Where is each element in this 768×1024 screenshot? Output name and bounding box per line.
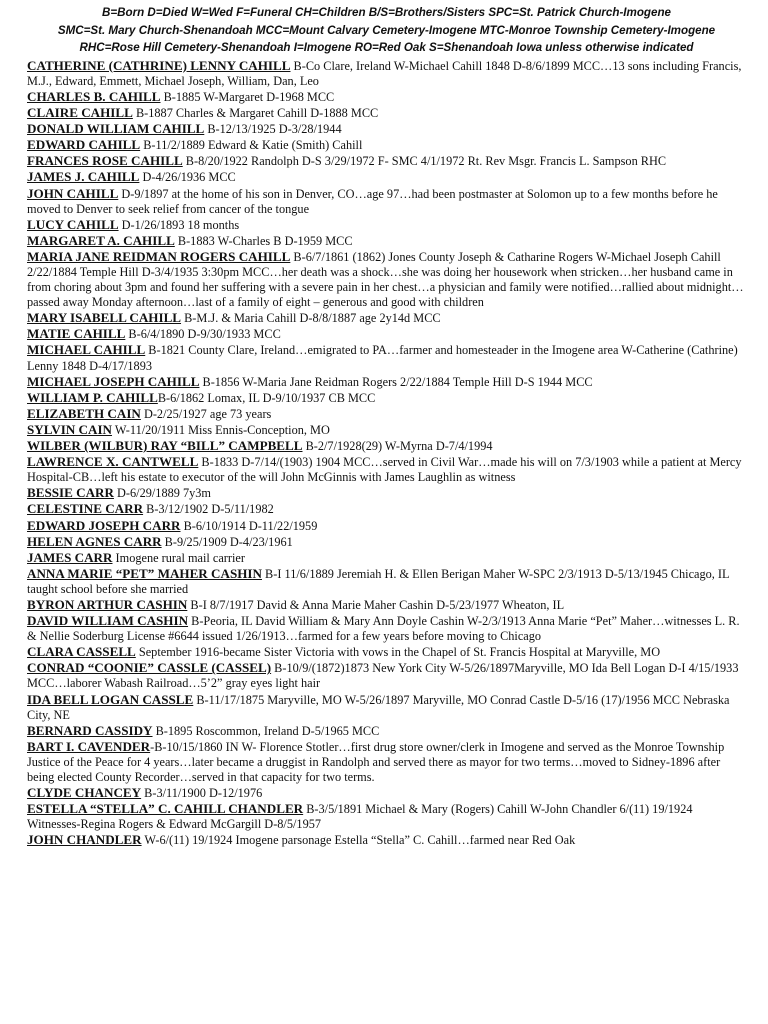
entry-name: JOHN CAHILL	[27, 185, 119, 201]
entry	[27, 89, 746, 105]
entry-name: BYRON ARTHUR CASHIN	[27, 596, 188, 612]
legend-line: SMC=St. Mary Church-Shenandoah MCC=Mount Calvary Cemetery-Imogene MTC-Monroe Township Cemetery-Imogene	[57, 23, 716, 37]
entry-details: B-Co Clare, Ireland W-Michael Cahill 1848 D-8/6/1899 MCC…13 sons including Francis, M.J., Edward, Emmett, Michael Joseph, William, Dan, Leo	[27, 58, 742, 88]
entry-name: HELEN AGNES CARR	[27, 533, 162, 549]
entry-details: B-3/5/1891 Michael & Mary (Rogers) Cahill W-John Chandler 6/(11) 19/1924 Witnesses-Regina Rogers & Edward McGargill D-8/5/1957	[27, 802, 693, 832]
entry-details: B-11/2/1889 Edward & Katie (Smith) Cahill	[140, 138, 363, 153]
entry	[27, 832, 746, 848]
entry-name: ESTELLA “STELLA” C. CAHILL CHANDLER	[27, 801, 304, 817]
entry-name: MICHAEL CAHILL	[27, 342, 146, 358]
entry	[27, 597, 746, 613]
entry-name: IDA BELL LOGAN CASSLE	[27, 691, 194, 707]
legend-line: B=Born D=Died W=Wed F=Funeral CH=Children B/S=Brothers/Sisters SPC=St. Patrick Church-Imogene	[102, 6, 671, 19]
entry	[27, 801, 746, 832]
entry-name: EDWARD CAHILL	[27, 137, 141, 153]
entry-details: D-2/25/1927 age 73 years	[140, 406, 272, 421]
entry-details: W-11/20/1911 Miss Ennis-Conception, MO	[112, 422, 330, 437]
entry-name: CONRAD “COONIE” CASSLE (CASSEL)	[27, 660, 272, 676]
entry-name: BERNARD CASSIDY	[27, 722, 153, 738]
entry-details: B-6/7/1861 (1862) Jones County Joseph & Catharine Rogers W-Michael Joseph Cahill 2/22/1884 Temple Hill D-3/4/1935 3:30pm MCC…her death was a shock…she was doing her housework when stricken…her husband came in from choring about 3pm and found her suffering with a severe pain in her chest…a physician and family were notified…rallied about midnight…passed away Monday afternoon…last of a family of eight – generous and good with children	[27, 249, 744, 310]
entry-details: B-11/17/1875 Maryville, MO W-5/26/1897 Maryville, MO Conrad Castle D-5/16 (17)/1956 MCC Nebraska City, NE	[27, 692, 730, 722]
entry	[27, 342, 746, 373]
entry-name: ELIZABETH CAIN	[27, 405, 141, 421]
entry	[27, 186, 746, 217]
entry-details: B-1895 Roscommon, Ireland D-5/1965 MCC	[152, 723, 380, 738]
entry-name: CELESTINE CARR	[27, 501, 144, 517]
entry	[27, 644, 746, 660]
entry	[27, 550, 746, 566]
entry	[27, 613, 746, 644]
entry	[27, 153, 746, 169]
entry	[27, 454, 746, 485]
entry-details: B-1885 W-Margaret D-1968 MCC	[160, 89, 335, 104]
entry	[27, 137, 746, 153]
entry-name: JOHN CHANDLER	[27, 832, 142, 848]
entry-details: B-6/10/1914 D-11/22/1959	[180, 518, 318, 533]
entry	[27, 105, 746, 121]
entry-name: CLAIRE CAHILL	[27, 105, 133, 121]
entry	[27, 485, 746, 501]
entry-name: JAMES CARR	[27, 549, 113, 565]
entry-details: B-9/25/1909 D-4/23/1961	[161, 534, 293, 549]
entry-name: LUCY CAHILL	[27, 216, 119, 232]
entry-name: EDWARD JOSEPH CARR	[27, 517, 181, 533]
entry	[27, 217, 746, 233]
entry	[27, 310, 746, 326]
entry-name: ANNA MARIE “PET” MAHER CASHIN	[27, 565, 262, 581]
entry-name: CLYDE CHANCEY	[27, 785, 142, 801]
entry-details: B-12/13/1925 D-3/28/1944	[204, 122, 342, 137]
entry-details: B-10/9/(1872)1873 New York City W-5/26/1897Maryville, MO Ida Bell Logan D-I 4/15/1933 MCC…laborer Wabash Railroad…5’2” gray eyes light hair	[27, 661, 739, 691]
entry-details: B-1856 W-Maria Jane Reidman Rogers 2/22/1884 Temple Hill D-S 1944 MCC	[199, 374, 593, 389]
entry-details: B-6/1862 Lomax, IL D-9/10/1937 CB MCC	[157, 390, 376, 405]
entry	[27, 249, 746, 310]
entry-name: CLARA CASSELL	[27, 644, 136, 660]
entry	[27, 58, 746, 89]
entry	[27, 233, 746, 249]
entry	[27, 374, 746, 390]
entry-name: MICHAEL JOSEPH CAHILL	[27, 373, 200, 389]
entry-details: B-I 8/7/1917 David & Anna Marie Maher Cashin D-5/23/1977 Wheaton, IL	[187, 597, 565, 612]
entry-name: MARGARET A. CAHILL	[27, 232, 175, 248]
entry-name: MARIA JANE REIDMAN ROGERS CAHILL	[27, 248, 291, 264]
entry-name: CHARLES B. CAHILL	[27, 88, 161, 104]
legend-line: RHC=Rose Hill Cemetery-Shenandoah I=Imogene RO=Red Oak S=Shenandoah Iowa unless otherwise indicated	[79, 41, 694, 55]
entry-details: B-6/4/1890 D-9/30/1933 MCC	[125, 327, 281, 342]
entry-details: D-6/29/1889 7y3m	[113, 486, 211, 501]
entry-details: D-1/26/1893 18 months	[118, 217, 240, 232]
entry-name: WILLIAM P. CAHILL	[27, 389, 158, 405]
entry	[27, 518, 746, 534]
entry-details: B-1833 D-7/14/(1903) 1904 MCC…served in Civil War…made his will on 7/3/1903 while a patient at Mercy Hospital-CB…left his estate to executor of the will John McGinnis with James Laughlin as witness	[27, 455, 742, 485]
entry	[27, 785, 746, 801]
entry-details: B-1887 Charles & Margaret Cahill D-1888 MCC	[132, 106, 379, 121]
entry-name: MARY ISABELL CAHILL	[27, 310, 182, 326]
entry	[27, 438, 746, 454]
entry-details: B-1883 W-Charles B D-1959 MCC	[174, 233, 353, 248]
entry	[27, 169, 746, 185]
entry-details: B-2/7/1928(29) W-Myrna D-7/4/1994	[302, 439, 493, 454]
entry-details: Imogene rural mail carrier	[112, 550, 245, 565]
entry-name: DAVID WILLIAM CASHIN	[27, 613, 189, 629]
entry-details: B-3/12/1902 D-5/11/1982	[143, 502, 274, 517]
entry	[27, 390, 746, 406]
entry-details: -B-10/15/1860 IN W- Florence Stotler…first drug store owner/clerk in Imogene and served as the Monroe Township Justice of the Peace for 4 years…later became a druggist in Randolph and served there as mayor for two terms…moved to Sidney-1896 after being elected County Recorder…served in that capacity for two terms.	[27, 739, 725, 784]
entry-name: SYLVIN CAIN	[27, 421, 113, 437]
entry-name: JAMES J. CAHILL	[27, 169, 140, 185]
entry-details: B-Peoria, IL David William & Mary Ann Doyle Cashin W-2/3/1913 Anna Marie “Pet” Maher…witnesses L. R. & Nellie Soderburg License #6644 issued 1/26/1913…farmed for a few years before moving to Chicago	[27, 614, 740, 644]
entry-name: DONALD WILLIAM CAHILL	[27, 121, 205, 137]
entry	[27, 121, 746, 137]
entry	[27, 326, 746, 342]
entry	[27, 534, 746, 550]
entry-name: WILBER (WILBUR) RAY “BILL” CAMPBELL	[27, 438, 303, 454]
obituary-entries	[27, 58, 746, 849]
entry	[27, 422, 746, 438]
entry	[27, 739, 746, 785]
entry-details: September 1916-became Sister Victoria with vows in the Chapel of St. Francis Hospital at Maryville, MO	[135, 645, 661, 660]
entry-name: BESSIE CARR	[27, 485, 114, 501]
entry	[27, 660, 746, 691]
entry-details: D-4/26/1936 MCC	[139, 170, 236, 185]
entry-name: CATHERINE (CATHRINE) LENNY CAHILL	[27, 57, 291, 73]
entry-details: B-8/20/1922 Randolph D-S 3/29/1972 F- SMC 4/1/1972 Rt. Rev Msgr. Francis L. Sampson RHC	[182, 154, 667, 169]
entry-details: W-6/(11) 19/1924 Imogene parsonage Estella “Stella” C. Cahill…farmed near Red Oak	[141, 833, 576, 848]
entry-name: LAWRENCE X. CANTWELL	[27, 454, 199, 470]
entry	[27, 501, 746, 517]
entry	[27, 566, 746, 597]
entry	[27, 692, 746, 723]
entry-name: MATIE CAHILL	[27, 326, 126, 342]
entry-details: B-I 11/6/1889 Jeremiah H. & Ellen Berigan Maher W-SPC 2/3/1913 D-5/13/1945 Chicago, IL taught school before she married	[27, 566, 730, 596]
entry-name: BART I. CAVENDER	[27, 738, 151, 754]
entry	[27, 406, 746, 422]
entry-details: B-M.J. & Maria Cahill D-8/8/1887 age 2y14d MCC	[181, 311, 441, 326]
abbreviation-legend	[27, 4, 746, 57]
entry	[27, 723, 746, 739]
entry-details: B-1821 County Clare, Ireland…emigrated to PA…farmer and homesteader in the Imogene area W-Catherine (Cathrine) Lenny 1848 D-4/17/1893	[27, 343, 738, 373]
entry-name: FRANCES ROSE CAHILL	[27, 153, 183, 169]
entry-details: B-3/11/1900 D-12/1976	[141, 786, 263, 801]
entry-details: D-9/1897 at the home of his son in Denver, CO…age 97…had been postmaster at Solomon up to a few months before he moved to Denver to seek relief from cancer of the tongue	[27, 186, 718, 216]
